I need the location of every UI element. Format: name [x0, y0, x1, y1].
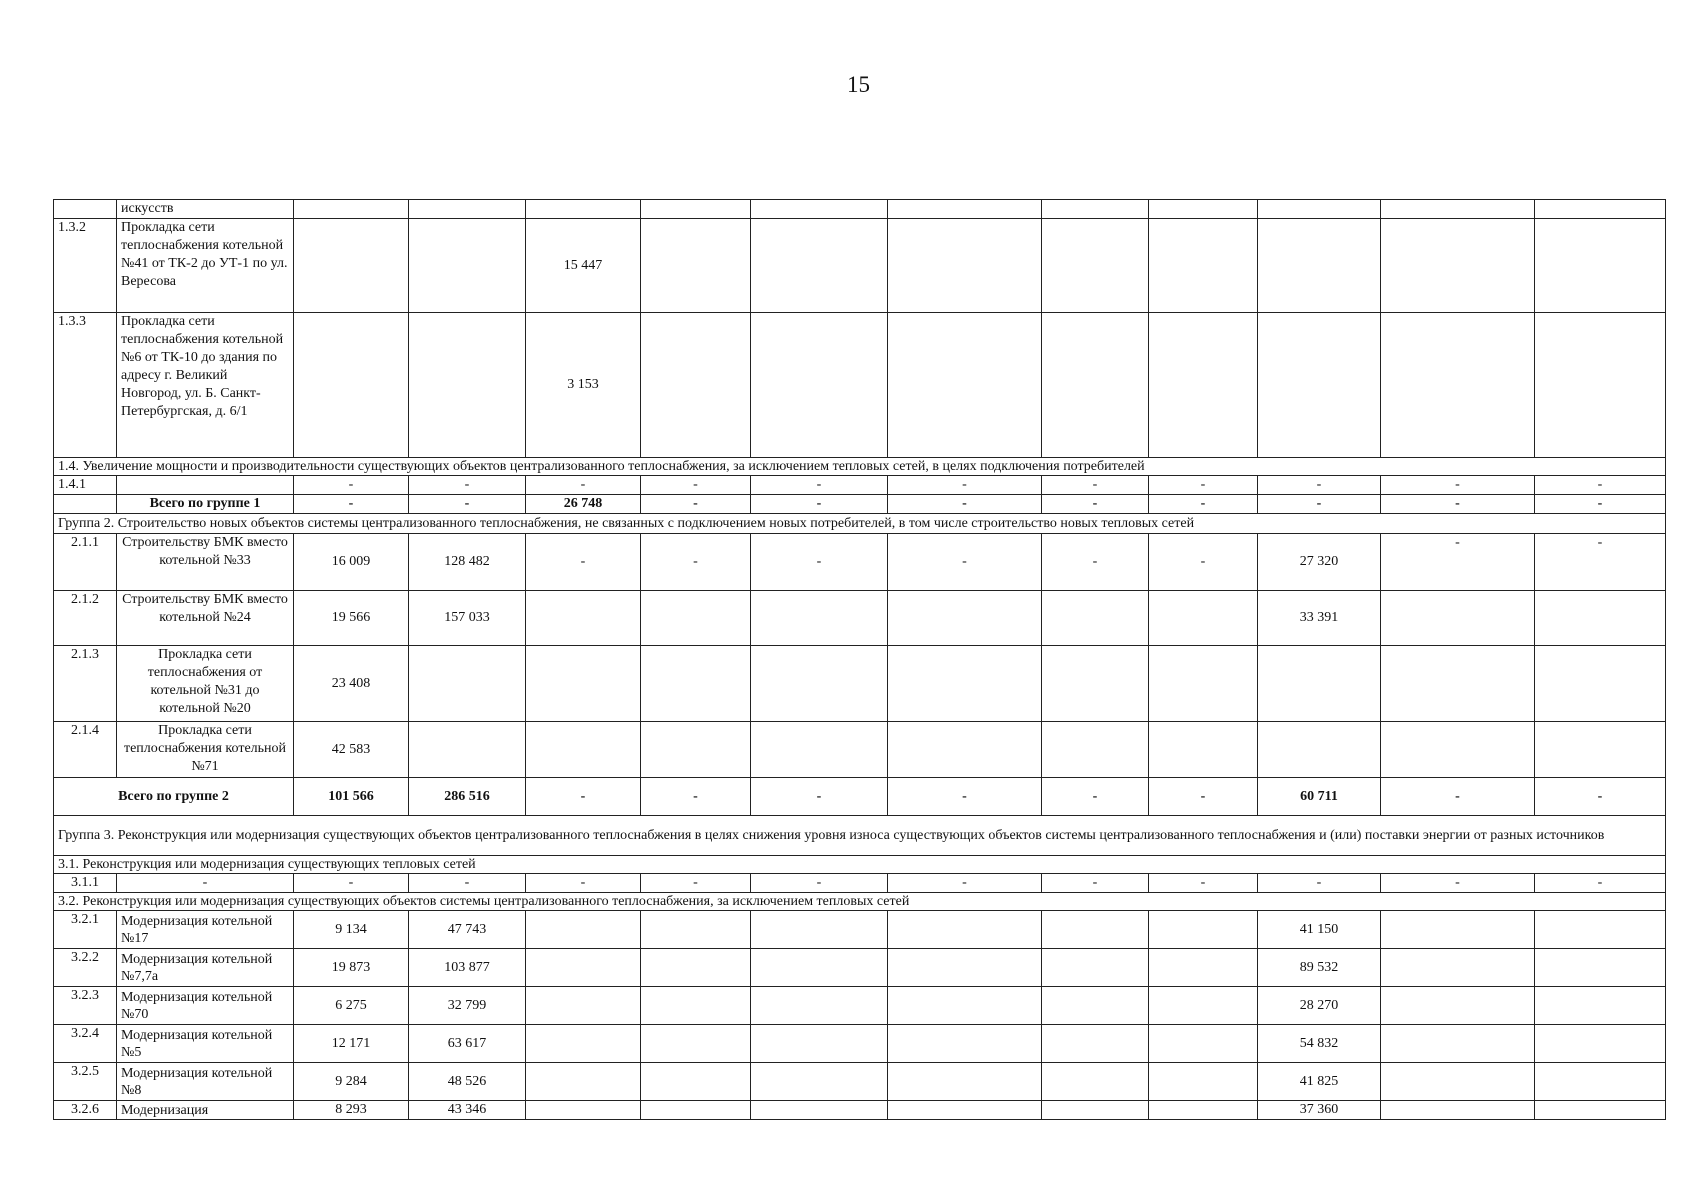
value-cell: 33 391: [1258, 591, 1381, 646]
table-row: [54, 646, 1666, 722]
total-cell: -: [1535, 778, 1666, 816]
item-number: 2.1.3: [54, 646, 117, 722]
value-cell: [1381, 1101, 1535, 1120]
value-cell: [1535, 911, 1666, 949]
item-number: 3.1.1: [54, 874, 117, 893]
value-cell: -: [1381, 874, 1535, 893]
value-cell: 43 346: [409, 1101, 526, 1120]
table-row: [54, 1025, 1666, 1063]
value-cell: -: [1381, 476, 1535, 495]
table-row: [54, 219, 1666, 313]
value-cell: [641, 1063, 751, 1101]
value-cell: [751, 219, 888, 313]
value-cell: [641, 1101, 751, 1120]
value-cell: [526, 722, 641, 778]
total-cell: -: [1381, 778, 1535, 816]
value-cell: [1149, 313, 1258, 458]
total-cell: 286 516: [409, 778, 526, 816]
table-row: [54, 911, 1666, 949]
total-cell: -: [641, 778, 751, 816]
value-cell: [409, 313, 526, 458]
value-cell: 8 293: [294, 1101, 409, 1120]
value-cell: [751, 646, 888, 722]
value-cell: -: [409, 476, 526, 495]
table-row: [54, 874, 1666, 893]
item-number: 2.1.4: [54, 722, 117, 778]
value-cell: -: [526, 874, 641, 893]
value-cell: 23 408: [294, 646, 409, 722]
total-cell: -: [751, 495, 888, 514]
value-cell: [1042, 591, 1149, 646]
value-cell: [888, 200, 1042, 219]
value-cell: [1381, 591, 1535, 646]
table-row: [54, 495, 1666, 514]
value-cell: -: [1535, 874, 1666, 893]
value-cell: [1042, 219, 1149, 313]
value-cell: [1042, 313, 1149, 458]
value-cell: 47 743: [409, 911, 526, 949]
total-cell: -: [294, 495, 409, 514]
item-name: Модернизация котельной №5: [117, 1025, 294, 1063]
value-cell: [1381, 987, 1535, 1025]
value-cell: [888, 987, 1042, 1025]
value-cell: -: [888, 534, 1042, 591]
value-cell: [1258, 313, 1381, 458]
value-cell: [641, 646, 751, 722]
value-cell: [1149, 1101, 1258, 1120]
item-number: 3.2.3: [54, 987, 117, 1025]
total-num-cell: [54, 495, 117, 514]
value-cell: [1381, 219, 1535, 313]
item-name: Прокладка сети теплоснабжения котельной №6 от ТК-10 до здания по адресу г. Великий Новгород, ул. Б. Санкт-Петербургская, д. 6/1: [117, 313, 294, 458]
section-heading: Группа 3. Реконструкция или модернизация существующих объектов централизованного теплоснабжения в целях снижения уровня износа существующих объектов системы централизованного теплоснабжения и (или) поставки энергии от разных источников: [54, 816, 1666, 856]
value-cell: [526, 987, 641, 1025]
value-cell: -: [641, 534, 751, 591]
value-cell: [1535, 200, 1666, 219]
total-cell: -: [751, 778, 888, 816]
value-cell: [751, 313, 888, 458]
value-cell: -: [1535, 534, 1666, 591]
item-number: 1.3.2: [54, 219, 117, 313]
total-cell: -: [888, 778, 1042, 816]
total-cell: -: [1535, 495, 1666, 514]
value-cell: 63 617: [409, 1025, 526, 1063]
value-cell: 89 532: [1258, 949, 1381, 987]
value-cell: [1149, 1063, 1258, 1101]
total-label: Всего по группе 1: [117, 495, 294, 514]
value-cell: 128 482: [409, 534, 526, 591]
value-cell: 9 284: [294, 1063, 409, 1101]
value-cell: -: [294, 874, 409, 893]
value-cell: 42 583: [294, 722, 409, 778]
total-cell: 60 711: [1258, 778, 1381, 816]
value-cell: 12 171: [294, 1025, 409, 1063]
value-cell: [751, 1063, 888, 1101]
value-cell: [1042, 987, 1149, 1025]
value-cell: 19 873: [294, 949, 409, 987]
value-cell: -: [1258, 874, 1381, 893]
item-number: 3.2.1: [54, 911, 117, 949]
table-row: [54, 534, 1666, 591]
value-cell: [1149, 949, 1258, 987]
table-row: [54, 816, 1666, 856]
item-number: 3.2.4: [54, 1025, 117, 1063]
value-cell: [641, 987, 751, 1025]
item-name: искусств: [117, 200, 294, 219]
value-cell: [526, 949, 641, 987]
value-cell: [888, 949, 1042, 987]
item-name: -: [117, 874, 294, 893]
total-label: Всего по группе 2: [54, 778, 294, 816]
value-cell: 41 150: [1258, 911, 1381, 949]
value-cell: [1149, 591, 1258, 646]
table-row: [54, 591, 1666, 646]
table-row: [54, 1063, 1666, 1101]
section-heading: 3.2. Реконструкция или модернизация существующих объектов системы централизованного теплоснабжения, за исключением тепловых сетей: [54, 893, 1666, 911]
value-cell: [641, 722, 751, 778]
value-cell: 37 360: [1258, 1101, 1381, 1120]
value-cell: [1535, 1025, 1666, 1063]
value-cell: [888, 219, 1042, 313]
table-row: [54, 987, 1666, 1025]
value-cell: [1535, 949, 1666, 987]
total-cell: -: [641, 495, 751, 514]
value-cell: [526, 911, 641, 949]
value-cell: [751, 1025, 888, 1063]
value-cell: [1149, 1025, 1258, 1063]
table-row: [54, 778, 1666, 816]
item-number: 1.4.1: [54, 476, 117, 495]
page-number: 15: [847, 72, 870, 97]
value-cell: -: [1149, 476, 1258, 495]
value-cell: -: [751, 476, 888, 495]
value-cell: [1149, 911, 1258, 949]
item-number: 2.1.2: [54, 591, 117, 646]
value-cell: [641, 591, 751, 646]
value-cell: -: [1149, 874, 1258, 893]
total-cell: -: [526, 778, 641, 816]
value-cell: [294, 219, 409, 313]
total-cell: -: [1149, 778, 1258, 816]
value-cell: 103 877: [409, 949, 526, 987]
value-cell: [1535, 1101, 1666, 1120]
value-cell: [294, 200, 409, 219]
investment-table-wrapper: [53, 199, 1665, 1120]
value-cell: [526, 591, 641, 646]
value-cell: [751, 722, 888, 778]
item-number: 2.1.1: [54, 534, 117, 591]
value-cell: [1149, 200, 1258, 219]
value-cell: [1042, 1101, 1149, 1120]
item-name: Прокладка сети теплоснабжения котельной №41 от ТК-2 до УТ-1 по ул. Вересова: [117, 219, 294, 313]
item-name: Модернизация котельной №8: [117, 1063, 294, 1101]
item-number: 3.2.5: [54, 1063, 117, 1101]
value-cell: [751, 1101, 888, 1120]
total-cell: 101 566: [294, 778, 409, 816]
value-cell: [888, 646, 1042, 722]
value-cell: [1258, 646, 1381, 722]
value-cell: [888, 911, 1042, 949]
value-cell: 48 526: [409, 1063, 526, 1101]
value-cell: [1381, 722, 1535, 778]
value-cell: -: [641, 874, 751, 893]
value-cell: 28 270: [1258, 987, 1381, 1025]
table-row: [54, 856, 1666, 874]
total-cell: -: [888, 495, 1042, 514]
item-name: Строительству БМК вместо котельной №24: [117, 591, 294, 646]
value-cell: [1258, 722, 1381, 778]
value-cell: [526, 1063, 641, 1101]
value-cell: [1042, 1025, 1149, 1063]
total-cell: -: [1042, 778, 1149, 816]
section-heading: 1.4. Увеличение мощности и производительности существующих объектов централизованного теплоснабжения, за исключением тепловых сетей, в целях подключения потребителей: [54, 458, 1666, 476]
value-cell: [1535, 313, 1666, 458]
value-cell: [751, 987, 888, 1025]
value-cell: [1149, 219, 1258, 313]
value-cell: -: [409, 874, 526, 893]
section-heading: Группа 2. Строительство новых объектов системы централизованного теплоснабжения, не связанных с подключением новых потребителей, в том числе строительство новых тепловых сетей: [54, 514, 1666, 534]
value-cell: -: [526, 476, 641, 495]
value-cell: [888, 722, 1042, 778]
total-cell: 26 748: [526, 495, 641, 514]
value-cell: [409, 646, 526, 722]
item-name: Прокладка сети теплоснабжения от котельной №31 до котельной №20: [117, 646, 294, 722]
value-cell: [1535, 591, 1666, 646]
value-cell: 6 275: [294, 987, 409, 1025]
value-cell: 27 320: [1258, 534, 1381, 591]
value-cell: [888, 591, 1042, 646]
value-cell: [641, 949, 751, 987]
value-cell: [1381, 1025, 1535, 1063]
value-cell: [641, 911, 751, 949]
item-name: Модернизация котельной №17: [117, 911, 294, 949]
value-cell: [888, 313, 1042, 458]
value-cell: -: [294, 476, 409, 495]
value-cell: [1535, 1063, 1666, 1101]
value-cell: [751, 200, 888, 219]
item-number: 3.2.2: [54, 949, 117, 987]
table-row: [54, 313, 1666, 458]
value-cell: [1258, 200, 1381, 219]
item-name: Модернизация котельной №70: [117, 987, 294, 1025]
section-heading: 3.1. Реконструкция или модернизация существующих тепловых сетей: [54, 856, 1666, 874]
value-cell: -: [888, 476, 1042, 495]
value-cell: [1042, 200, 1149, 219]
value-cell: [526, 1101, 641, 1120]
value-cell: -: [1149, 534, 1258, 591]
value-cell: 15 447: [526, 219, 641, 313]
value-cell: 41 825: [1258, 1063, 1381, 1101]
table-row: [54, 476, 1666, 495]
value-cell: [1381, 949, 1535, 987]
value-cell: [1381, 646, 1535, 722]
value-cell: [888, 1101, 1042, 1120]
value-cell: 19 566: [294, 591, 409, 646]
item-name: Модернизация котельной №7,7а: [117, 949, 294, 987]
item-name: Строительству БМК вместо котельной №33: [117, 534, 294, 591]
value-cell: [1535, 722, 1666, 778]
total-cell: -: [1258, 495, 1381, 514]
value-cell: -: [641, 476, 751, 495]
value-cell: 9 134: [294, 911, 409, 949]
total-cell: -: [1149, 495, 1258, 514]
value-cell: [294, 313, 409, 458]
value-cell: [641, 200, 751, 219]
value-cell: -: [1535, 476, 1666, 495]
value-cell: -: [888, 874, 1042, 893]
total-cell: -: [1042, 495, 1149, 514]
value-cell: [641, 1025, 751, 1063]
item-name: Модернизация: [117, 1101, 294, 1120]
value-cell: [409, 200, 526, 219]
value-cell: [1258, 219, 1381, 313]
item-name: Прокладка сети теплоснабжения котельной №71: [117, 722, 294, 778]
value-cell: [1381, 200, 1535, 219]
table-row: [54, 722, 1666, 778]
table-row: [54, 514, 1666, 534]
value-cell: -: [751, 874, 888, 893]
total-cell: -: [409, 495, 526, 514]
table-row: [54, 458, 1666, 476]
value-cell: [1149, 646, 1258, 722]
value-cell: [526, 1025, 641, 1063]
value-cell: -: [1042, 534, 1149, 591]
value-cell: [1535, 646, 1666, 722]
value-cell: [409, 219, 526, 313]
value-cell: [1535, 987, 1666, 1025]
value-cell: [1149, 722, 1258, 778]
value-cell: [641, 219, 751, 313]
value-cell: [751, 949, 888, 987]
table-row: [54, 1101, 1666, 1120]
table-row: [54, 200, 1666, 219]
value-cell: -: [1042, 874, 1149, 893]
value-cell: -: [1042, 476, 1149, 495]
value-cell: 157 033: [409, 591, 526, 646]
value-cell: -: [1381, 534, 1535, 591]
value-cell: [1042, 646, 1149, 722]
value-cell: [1381, 1063, 1535, 1101]
value-cell: -: [526, 534, 641, 591]
value-cell: [526, 646, 641, 722]
value-cell: 32 799: [409, 987, 526, 1025]
value-cell: [751, 911, 888, 949]
value-cell: [1042, 911, 1149, 949]
value-cell: [1149, 987, 1258, 1025]
item-name: [117, 476, 294, 495]
value-cell: [1042, 1063, 1149, 1101]
value-cell: [888, 1063, 1042, 1101]
value-cell: [1042, 949, 1149, 987]
table-row: [54, 949, 1666, 987]
value-cell: -: [751, 534, 888, 591]
value-cell: [409, 722, 526, 778]
value-cell: [751, 591, 888, 646]
value-cell: -: [1258, 476, 1381, 495]
value-cell: 3 153: [526, 313, 641, 458]
value-cell: [641, 313, 751, 458]
value-cell: [526, 200, 641, 219]
table-row: [54, 893, 1666, 911]
investment-table: [53, 199, 1666, 1120]
value-cell: [1042, 722, 1149, 778]
item-number: 1.3.3: [54, 313, 117, 458]
value-cell: 54 832: [1258, 1025, 1381, 1063]
item-number: [54, 200, 117, 219]
value-cell: 16 009: [294, 534, 409, 591]
value-cell: [1381, 313, 1535, 458]
item-number: 3.2.6: [54, 1101, 117, 1120]
table-body: [54, 200, 1666, 1120]
value-cell: [1535, 219, 1666, 313]
value-cell: [1381, 911, 1535, 949]
total-cell: -: [1381, 495, 1535, 514]
value-cell: [888, 1025, 1042, 1063]
